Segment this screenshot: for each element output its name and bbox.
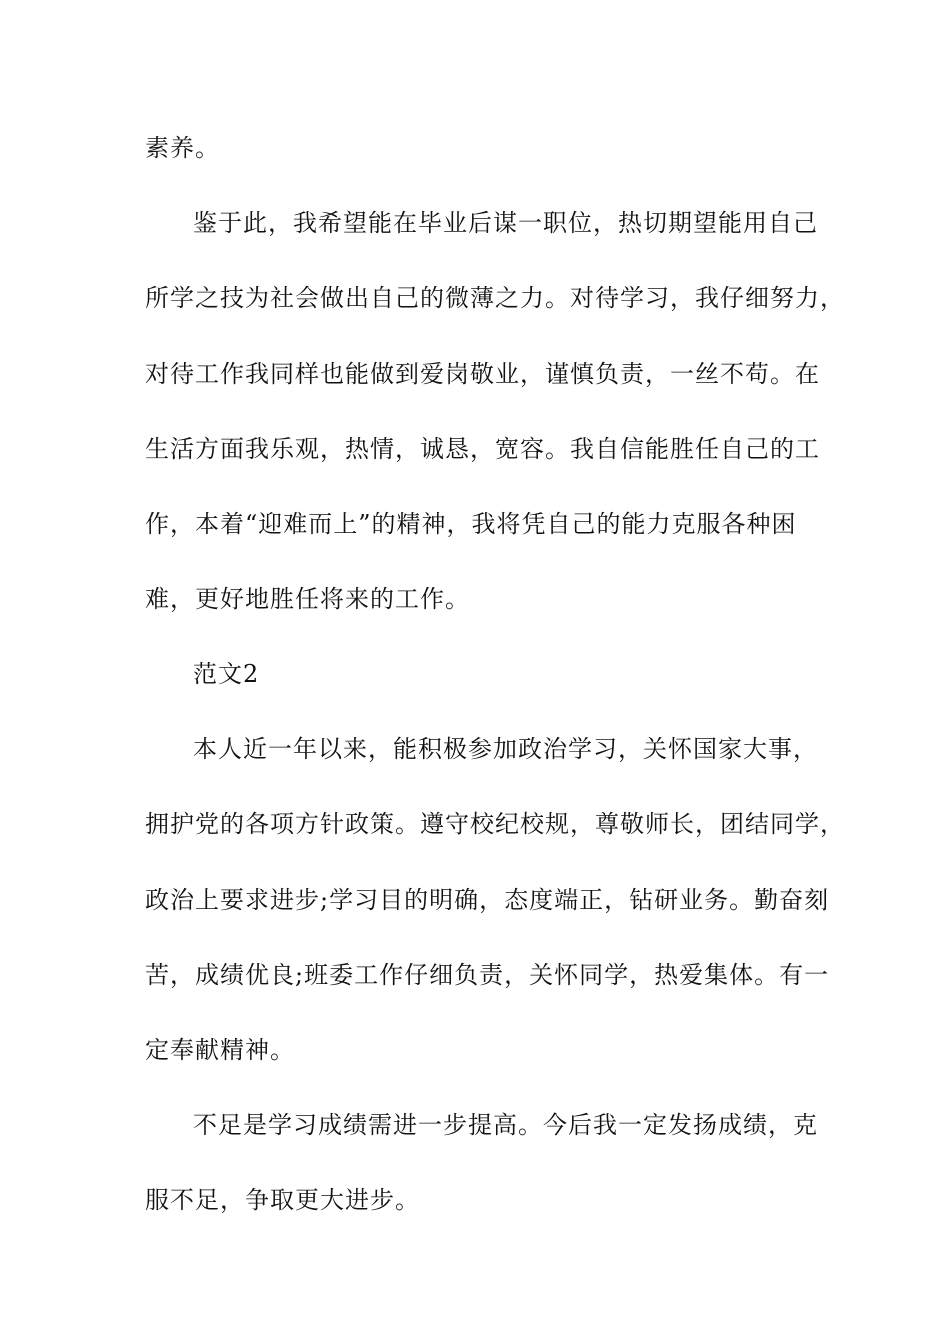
text-line: 生活方面我乐观，热情，诚恳，宽容。我自信能胜任自己的工 [145, 435, 820, 463]
text-line: 苦，成绩优良;班委工作仔细负责，关怀同学，热爱集体。有一 [145, 961, 830, 989]
text-line: 素养。 [145, 134, 220, 162]
text-line: 拥护党的各项方针政策。遵守校纪校规，尊敬师长，团结同学， [145, 810, 845, 838]
section-heading: 范文2 [193, 660, 260, 688]
text-line: 政治上要求进步;学习目的明确，态度端正，钻研业务。勤奋刻 [145, 886, 830, 914]
text-line: 难，更好地胜任将来的工作。 [145, 585, 470, 613]
text-line: 服不足，争取更大进步。 [145, 1186, 420, 1214]
paragraph-start-line: 本人近一年以来，能积极参加政治学习，关怀国家大事， [193, 735, 818, 763]
paragraph-start-line: 不足是学习成绩需进一步提高。今后我一定发扬成绩，克 [193, 1111, 818, 1139]
text-line: 对待工作我同样也能做到爱岗敬业，谨慎负责，一丝不苟。在 [145, 360, 820, 388]
text-line: 作，本着“迎难而上”的精神，我将凭自己的能力克服各种困 [145, 510, 797, 538]
text-line: 定奉献精神。 [145, 1036, 295, 1064]
paragraph-start-line: 鉴于此，我希望能在毕业后谋一职位，热切期望能用自己 [193, 209, 818, 237]
text-line: 所学之技为社会做出自己的微薄之力。对待学习，我仔细努力， [145, 284, 845, 312]
